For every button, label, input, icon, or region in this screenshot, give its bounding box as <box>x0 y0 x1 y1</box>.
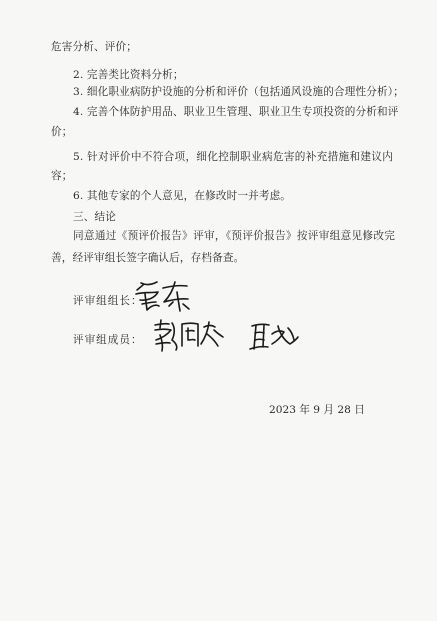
conclusion-line-1: 同意通过《预评价报告》评审，《预评价报告》按评审组意见修改完 <box>73 230 395 242</box>
member-signature-2 <box>248 320 300 352</box>
item-6: 6. 其他专家的个人意见，在修改时一并考虑。 <box>73 190 292 202</box>
item-5-line-2: 容； <box>51 170 73 182</box>
item-4-line-1: 4. 完善个体防护用品、职业卫生管理、职业卫生专项投资的分析和评 <box>73 106 399 118</box>
text-line-1: 危害分析、评价； <box>51 41 137 53</box>
members-label: 评审组成员： <box>73 334 143 346</box>
document-date: 2023 年 9 月 28 日 <box>269 404 365 416</box>
item-5-line-1: 5. 针对评价中不符合项，细化控制职业病危害的补充措施和建议内 <box>73 151 393 163</box>
item-3: 3. 细化职业病防护设施的分析和评价（包括通风设施的合理性分析）； <box>73 86 404 98</box>
leader-label: 评审组组长： <box>73 295 143 307</box>
section-heading-conclusion: 三、结论 <box>73 211 116 223</box>
item-4-line-2: 价； <box>51 126 73 138</box>
item-2: 2. 完善类比资料分析； <box>73 69 184 81</box>
conclusion-line-2: 善，经评审组长签字确认后，存档备查。 <box>51 252 245 264</box>
leader-signature <box>133 280 193 314</box>
member-signature-1 <box>152 318 226 354</box>
